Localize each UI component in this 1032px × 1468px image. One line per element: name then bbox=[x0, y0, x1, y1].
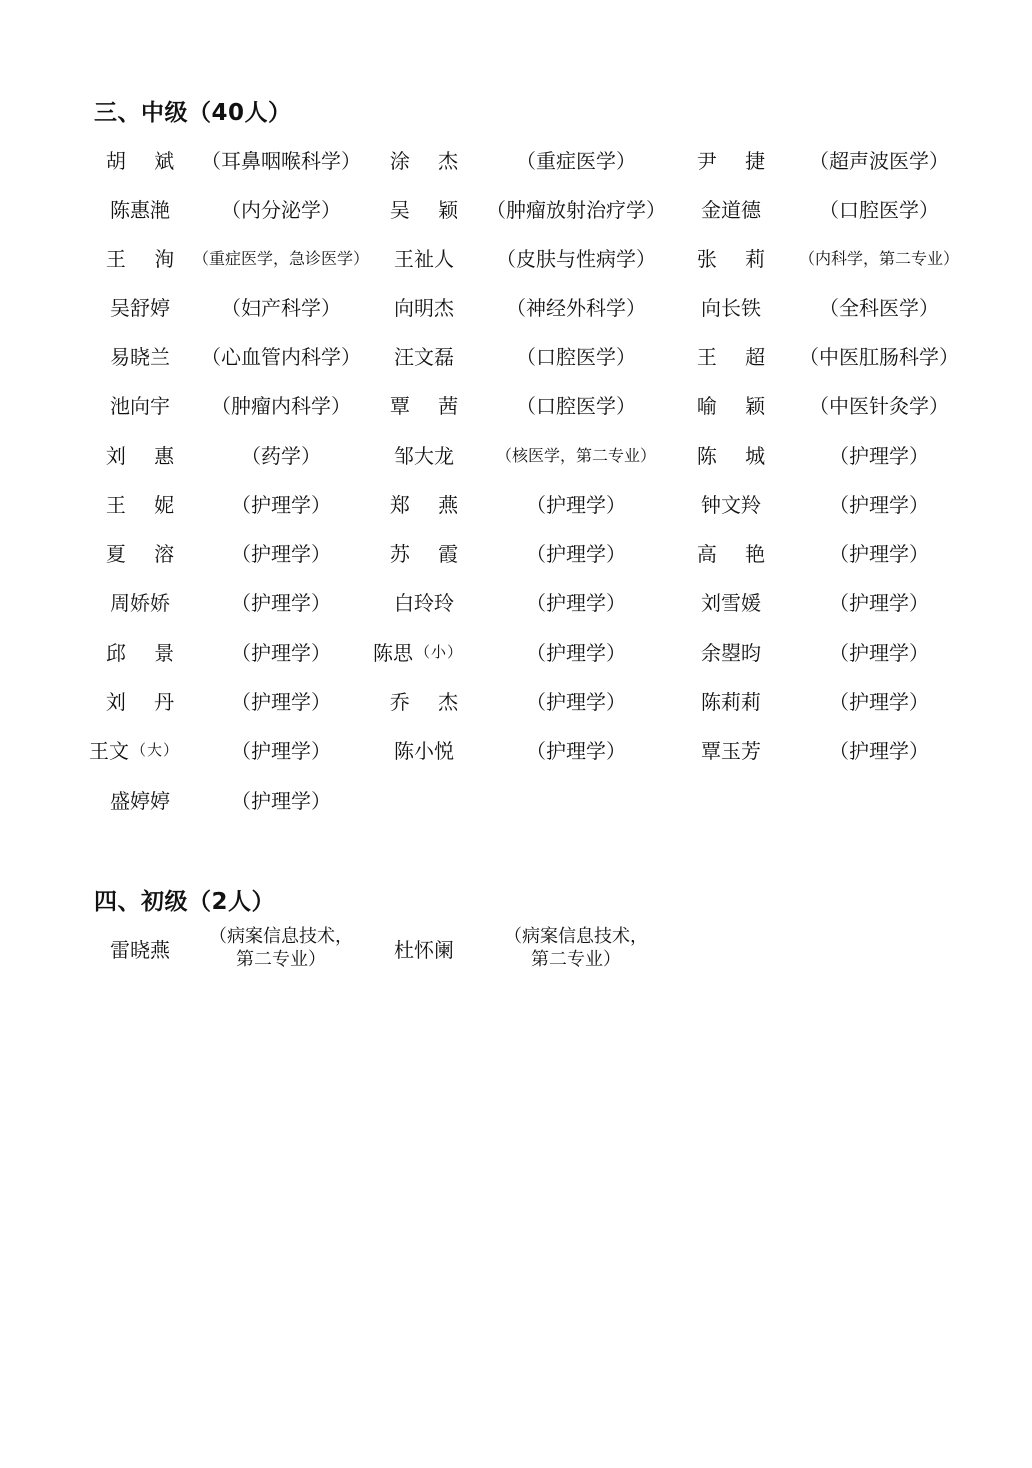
specialty: （肿瘤放射治疗学） bbox=[486, 197, 666, 222]
person-name-suffix: （小） bbox=[414, 642, 463, 661]
person-name: 陈小悦 bbox=[394, 738, 454, 763]
person-name: 陈惠滟 bbox=[110, 197, 170, 222]
person-name: 刘 丹 bbox=[105, 689, 186, 714]
person-name: 刘雪媛 bbox=[701, 590, 761, 615]
specialty: （中医肛肠科学） bbox=[799, 344, 959, 369]
specialty: （护理学） bbox=[231, 541, 331, 566]
person-name: 杜怀阑 bbox=[394, 937, 454, 962]
specialty: （耳鼻咽喉科学） bbox=[201, 148, 361, 173]
person-name: 雷晓燕 bbox=[110, 937, 170, 962]
person-name: 汪文磊 bbox=[394, 344, 454, 369]
specialty: （全科医学） bbox=[819, 295, 939, 320]
table-row bbox=[0, 434, 1032, 474]
specialty: （病案信息技术， 第二专业） bbox=[209, 926, 353, 970]
person-name: 乔 杰 bbox=[389, 689, 470, 714]
table-row bbox=[0, 631, 1032, 671]
specialty: （护理学） bbox=[829, 541, 929, 566]
person-name: 王祉人 bbox=[394, 246, 454, 271]
table-row bbox=[0, 384, 1032, 424]
person-name: 白玲玲 bbox=[394, 590, 454, 615]
person-name: 尹 捷 bbox=[696, 148, 777, 173]
specialty: （神经外科学） bbox=[506, 295, 646, 320]
table-row bbox=[0, 139, 1032, 179]
specialty: （药学） bbox=[241, 443, 321, 468]
person-name: 盛婷婷 bbox=[110, 788, 170, 813]
person-name: 喻 颖 bbox=[696, 393, 777, 418]
person-name: 池向宇 bbox=[110, 393, 170, 418]
specialty: （护理学） bbox=[231, 689, 331, 714]
person-name: 吴 颖 bbox=[389, 197, 470, 222]
specialty: （护理学） bbox=[526, 541, 626, 566]
person-name: 王 妮 bbox=[105, 492, 186, 517]
table-row bbox=[0, 581, 1032, 621]
specialty: （内分泌学） bbox=[221, 197, 341, 222]
person-name: 覃 茜 bbox=[389, 393, 470, 418]
specialty: （护理学） bbox=[526, 492, 626, 517]
person-name: 向长铁 bbox=[701, 295, 761, 320]
specialty: （护理学） bbox=[526, 640, 626, 665]
section-heading-junior: 四、初级（2人） bbox=[94, 889, 276, 915]
table-row bbox=[0, 680, 1032, 720]
specialty: （口腔医学） bbox=[819, 197, 939, 222]
specialty: （护理学） bbox=[231, 492, 331, 517]
table-row bbox=[0, 335, 1032, 375]
specialty: （重症医学） bbox=[516, 148, 636, 173]
person-name: 张 莉 bbox=[696, 246, 777, 271]
table-row bbox=[0, 188, 1032, 228]
table-row bbox=[0, 532, 1032, 572]
specialty: （护理学） bbox=[829, 640, 929, 665]
specialty: （皮肤与性病学） bbox=[496, 246, 656, 271]
person-name bbox=[84, 729, 184, 769]
person-name: 金道德 bbox=[701, 197, 761, 222]
specialty: （护理学） bbox=[829, 590, 929, 615]
person-name: 钟文羚 bbox=[701, 492, 761, 517]
person-name: 王 超 bbox=[696, 344, 777, 369]
specialty: （内科学，第二专业） bbox=[798, 248, 959, 268]
section-heading-intermediate: 三、中级（40人） bbox=[94, 100, 292, 126]
person-name: 夏 溶 bbox=[105, 541, 186, 566]
person-name: 高 艳 bbox=[696, 541, 777, 566]
specialty: （护理学） bbox=[231, 738, 331, 763]
specialty: （病案信息技术， 第二专业） bbox=[504, 926, 648, 970]
specialty: （妇产科学） bbox=[221, 295, 341, 320]
specialty: （护理学） bbox=[526, 590, 626, 615]
specialty: （护理学） bbox=[829, 738, 929, 763]
person-name: 邹大龙 bbox=[394, 443, 454, 468]
person-name: 向明杰 bbox=[394, 295, 454, 320]
person-name-main: 王文 bbox=[88, 738, 129, 763]
person-name: 陈 城 bbox=[696, 443, 777, 468]
specialty: （心血管内科学） bbox=[201, 344, 361, 369]
specialty: （护理学） bbox=[231, 640, 331, 665]
person-name: 邱 景 bbox=[105, 640, 186, 665]
specialty: （口腔医学） bbox=[516, 344, 636, 369]
person-name: 覃玉芳 bbox=[701, 738, 761, 763]
specialty: （护理学） bbox=[829, 492, 929, 517]
person-name: 胡 斌 bbox=[105, 148, 186, 173]
specialty: （护理学） bbox=[829, 689, 929, 714]
specialty: （肿瘤内科学） bbox=[211, 393, 351, 418]
specialty: （护理学） bbox=[829, 443, 929, 468]
table-row bbox=[0, 779, 1032, 819]
person-name: 陈莉莉 bbox=[701, 689, 761, 714]
person-name: 周娇娇 bbox=[110, 590, 170, 615]
person-name: 苏 霞 bbox=[389, 541, 470, 566]
specialty: （护理学） bbox=[526, 738, 626, 763]
specialty: （重症医学，急诊医学） bbox=[192, 248, 369, 268]
specialty: （口腔医学） bbox=[516, 393, 636, 418]
person-name: 郑 燕 bbox=[389, 492, 470, 517]
table-row bbox=[0, 286, 1032, 326]
table-row bbox=[0, 237, 1032, 277]
table-row bbox=[0, 729, 1032, 769]
person-name-suffix: （大） bbox=[130, 740, 179, 759]
specialty: （护理学） bbox=[231, 590, 331, 615]
person-name: 刘 惠 bbox=[105, 443, 186, 468]
table-row bbox=[0, 924, 1032, 972]
person-name: 王 洵 bbox=[105, 246, 186, 271]
specialty: （中医针灸学） bbox=[809, 393, 949, 418]
person-name bbox=[368, 631, 468, 671]
specialty: （护理学） bbox=[526, 689, 626, 714]
specialty: （护理学） bbox=[231, 788, 331, 813]
person-name: 余曌昀 bbox=[701, 640, 761, 665]
person-name: 易晓兰 bbox=[110, 344, 170, 369]
specialty: （核医学，第二专业） bbox=[495, 445, 656, 465]
person-name-main: 陈思 bbox=[372, 640, 413, 665]
person-name: 吴舒婷 bbox=[110, 295, 170, 320]
table-row bbox=[0, 483, 1032, 523]
person-name: 涂 杰 bbox=[389, 148, 470, 173]
specialty: （超声波医学） bbox=[809, 148, 949, 173]
